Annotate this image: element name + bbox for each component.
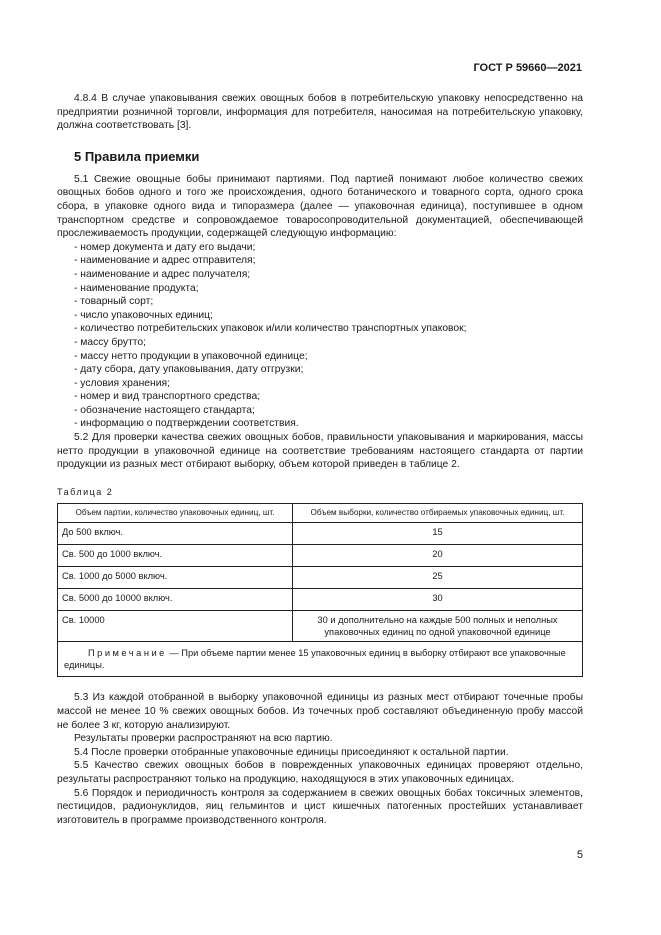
lot-size-cell: До 500 включ. (58, 523, 293, 545)
lot-size-cell: Св. 10000 (58, 611, 293, 642)
column-header-sample-size: Объем выборки, количество отбираемых упаковочных единиц, шт. (293, 504, 583, 523)
sample-size-cell: 20 (293, 545, 583, 567)
list-item: - номер и вид транспортного средства; (74, 390, 583, 404)
table-row (58, 567, 583, 589)
table-header-row (58, 504, 583, 523)
note-label: Примечание (88, 648, 167, 659)
list-item: - массу брутто; (74, 336, 583, 350)
table-row (58, 611, 583, 642)
paragraph-results: Результаты проверки распространяют на всю партию. (74, 733, 333, 745)
list-item: - информацию о подтверждении соответствия. (74, 417, 583, 431)
sample-size-cell: 30 и дополнительно на каждые 500 полных и неполных упаковочных единиц по одной упаковочной единице (293, 611, 583, 642)
table-row (58, 545, 583, 567)
sample-size-cell: 15 (293, 523, 583, 545)
lot-size-cell: Св. 500 до 1000 включ. (58, 545, 293, 567)
page-content (57, 92, 583, 827)
paragraph-5-3: 5.3 Из каждой отобранной в выборку упаковочной единицы из разных мест отбирают точечные пробы массой не менее 10 % свежих овощных бобов. Из точечных проб составляют объединенную пробу массой не более 3 кг, которую анализируют. (57, 692, 583, 731)
list-item: - массу нетто продукции в упаковочной единице; (74, 350, 583, 364)
paragraph-5-4: 5.4 После проверки отобранные упаковочные единицы присоединяют к остальной партии. (74, 746, 509, 758)
after-table-block (57, 691, 583, 827)
list-item: - наименование и адрес получателя; (74, 268, 583, 282)
table-caption: Таблица 2 (57, 486, 114, 497)
table-row (58, 523, 583, 545)
table-note (58, 642, 583, 677)
paragraph-5-6: 5.6 Порядок и периодичность контроля за содержанием в свежих овощных бобах токсичных элементов, пестицидов, радионуклидов, яиц гельминтов и цист кишечных патогенных простейших устанавливает изготовитель в программе производственного контроля. (57, 787, 583, 826)
lot-size-cell: Св. 1000 до 5000 включ. (58, 567, 293, 589)
list-item: - товарный сорт; (74, 295, 583, 309)
lot-size-cell: Св. 5000 до 10000 включ. (58, 589, 293, 611)
sample-size-cell: 25 (293, 567, 583, 589)
paragraph-4-8-4: 4.8.4 В случае упаковывания свежих овощных бобов в потребительскую упаковку непосредственно на предприятии розничной торговли, информация для потребителя, наносимая на потребительскую упаковку, должна соответствовать [3]. (57, 93, 583, 132)
sample-size-cell: 30 (293, 589, 583, 611)
list-item: - количество потребительских упаковок и/или количество транспортных упаковок; (74, 322, 583, 336)
list-item: - номер документа и дату его выдачи; (74, 241, 583, 255)
paragraph-5-1: 5.1 Свежие овощные бобы принимают партиями. Под партией понимают любое количество свежих овощных бобов одного и того же происхождения, одного ботанического и товарного сорта, одного срока сбора, в упаковке одного вида и типоразмера (далее — упаковочная единица), поступившее в одном транспортном средстве и сопровождаемое товаросопроводительной документацией, обеспечивающей прослеживаемость продукции, содержащей следующую информацию: (57, 173, 583, 240)
list-item: - обозначение настоящего стандарта; (74, 404, 583, 418)
table-row (58, 589, 583, 611)
table-note-row (58, 642, 583, 677)
page-number: 5 (576, 849, 583, 861)
list-item: - число упаковочных единиц; (74, 309, 583, 323)
column-header-lot-size: Объем партии, количество упаковочных единиц, шт. (58, 504, 293, 523)
info-list (74, 241, 583, 431)
paragraph-5-2: 5.2 Для проверки качества свежих овощных бобов, правильности упаковывания и маркирования, массы нетто продукции в упаковочной единице на соответствие требованиям настоящего стандарта от партии продукции из разных мест отбирают выборку, объем которой приведен в таблице 2. (57, 432, 583, 471)
note-text: — При объеме партии менее 15 упаковочных единиц в выборку отбирают все упаковочные единицы. (64, 648, 566, 671)
list-item: - дату сбора, дату упаковывания, дату отгрузки; (74, 363, 583, 377)
list-item: - условия хранения; (74, 377, 583, 391)
list-item: - наименование и адрес отправителя; (74, 254, 583, 268)
paragraph-5-5: 5.5 Качество свежих овощных бобов в поврежденных упаковочных единицах проверяют отдельно, результаты распространяют только на продукцию, находящуюся в этих упаковочных единицах. (57, 760, 583, 785)
document-standard-number: ГОСТ Р 59660—2021 (473, 62, 582, 74)
sample-size-table (57, 503, 583, 677)
list-item: - наименование продукта; (74, 282, 583, 296)
section-title: 5 Правила приемки (74, 148, 200, 164)
